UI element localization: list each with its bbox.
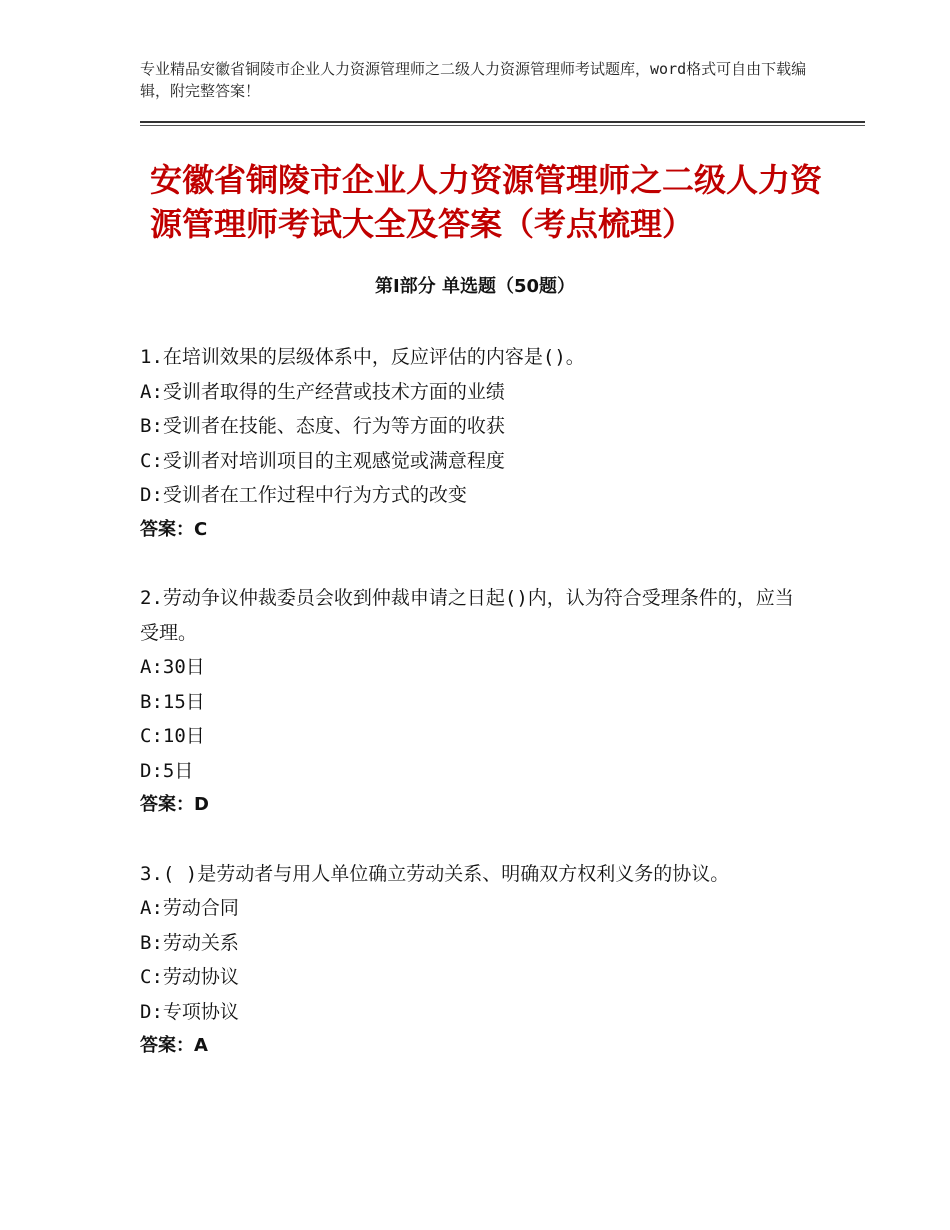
option-b: B:劳动关系: [140, 931, 239, 954]
question-stem: 2.劳动争议仲裁委员会收到仲裁申请之日起()内，认为符合受理条件的，应当受理。: [140, 587, 794, 644]
answer-label: 答案：C: [140, 518, 208, 540]
question-2: [140, 581, 810, 823]
option-c: C:受训者对培训项目的主观感觉或满意程度: [140, 449, 505, 472]
header-note: 专业精品安徽省铜陵市企业人力资源管理师之二级人力资源管理师考试题库，word格式可自由下载编辑，附完整答案！: [140, 60, 807, 100]
option-a: A:30日: [140, 656, 205, 678]
option-b: B:受训者在技能、态度、行为等方面的收获: [140, 415, 505, 437]
option-a: A:劳动合同: [140, 897, 239, 919]
header-divider-thick: [140, 121, 865, 123]
option-d: D:受训者在工作过程中行为方式的改变: [140, 484, 467, 506]
answer-label: 答案：A: [140, 1035, 208, 1056]
question-list: [140, 340, 810, 1098]
question-stem: 1.在培训效果的层级体系中，反应评估的内容是()。: [140, 346, 585, 368]
header-divider-thin: [140, 125, 865, 126]
question-3: [140, 857, 810, 1064]
section-title: 第Ⅰ部分 单选题（50题）: [374, 276, 575, 297]
question-1: [140, 340, 810, 547]
option-b: B:15日: [140, 690, 205, 713]
option-c: C:10日: [140, 725, 205, 747]
option-c: C:劳动协议: [140, 966, 239, 988]
option-d: D:5日: [140, 759, 194, 782]
option-a: A:受训者取得的生产经营或技术方面的业绩: [140, 380, 505, 403]
option-d: D:专项协议: [140, 1000, 239, 1023]
answer-label: 答案：D: [140, 794, 209, 815]
question-stem: 3.( )是劳动者与用人单位确立劳动关系、明确双方权利义务的协议。: [140, 862, 730, 885]
document-title: 安徽省铜陵市企业人力资源管理师之二级人力资源管理师考试大全及答案（考点梳理）: [150, 161, 823, 243]
